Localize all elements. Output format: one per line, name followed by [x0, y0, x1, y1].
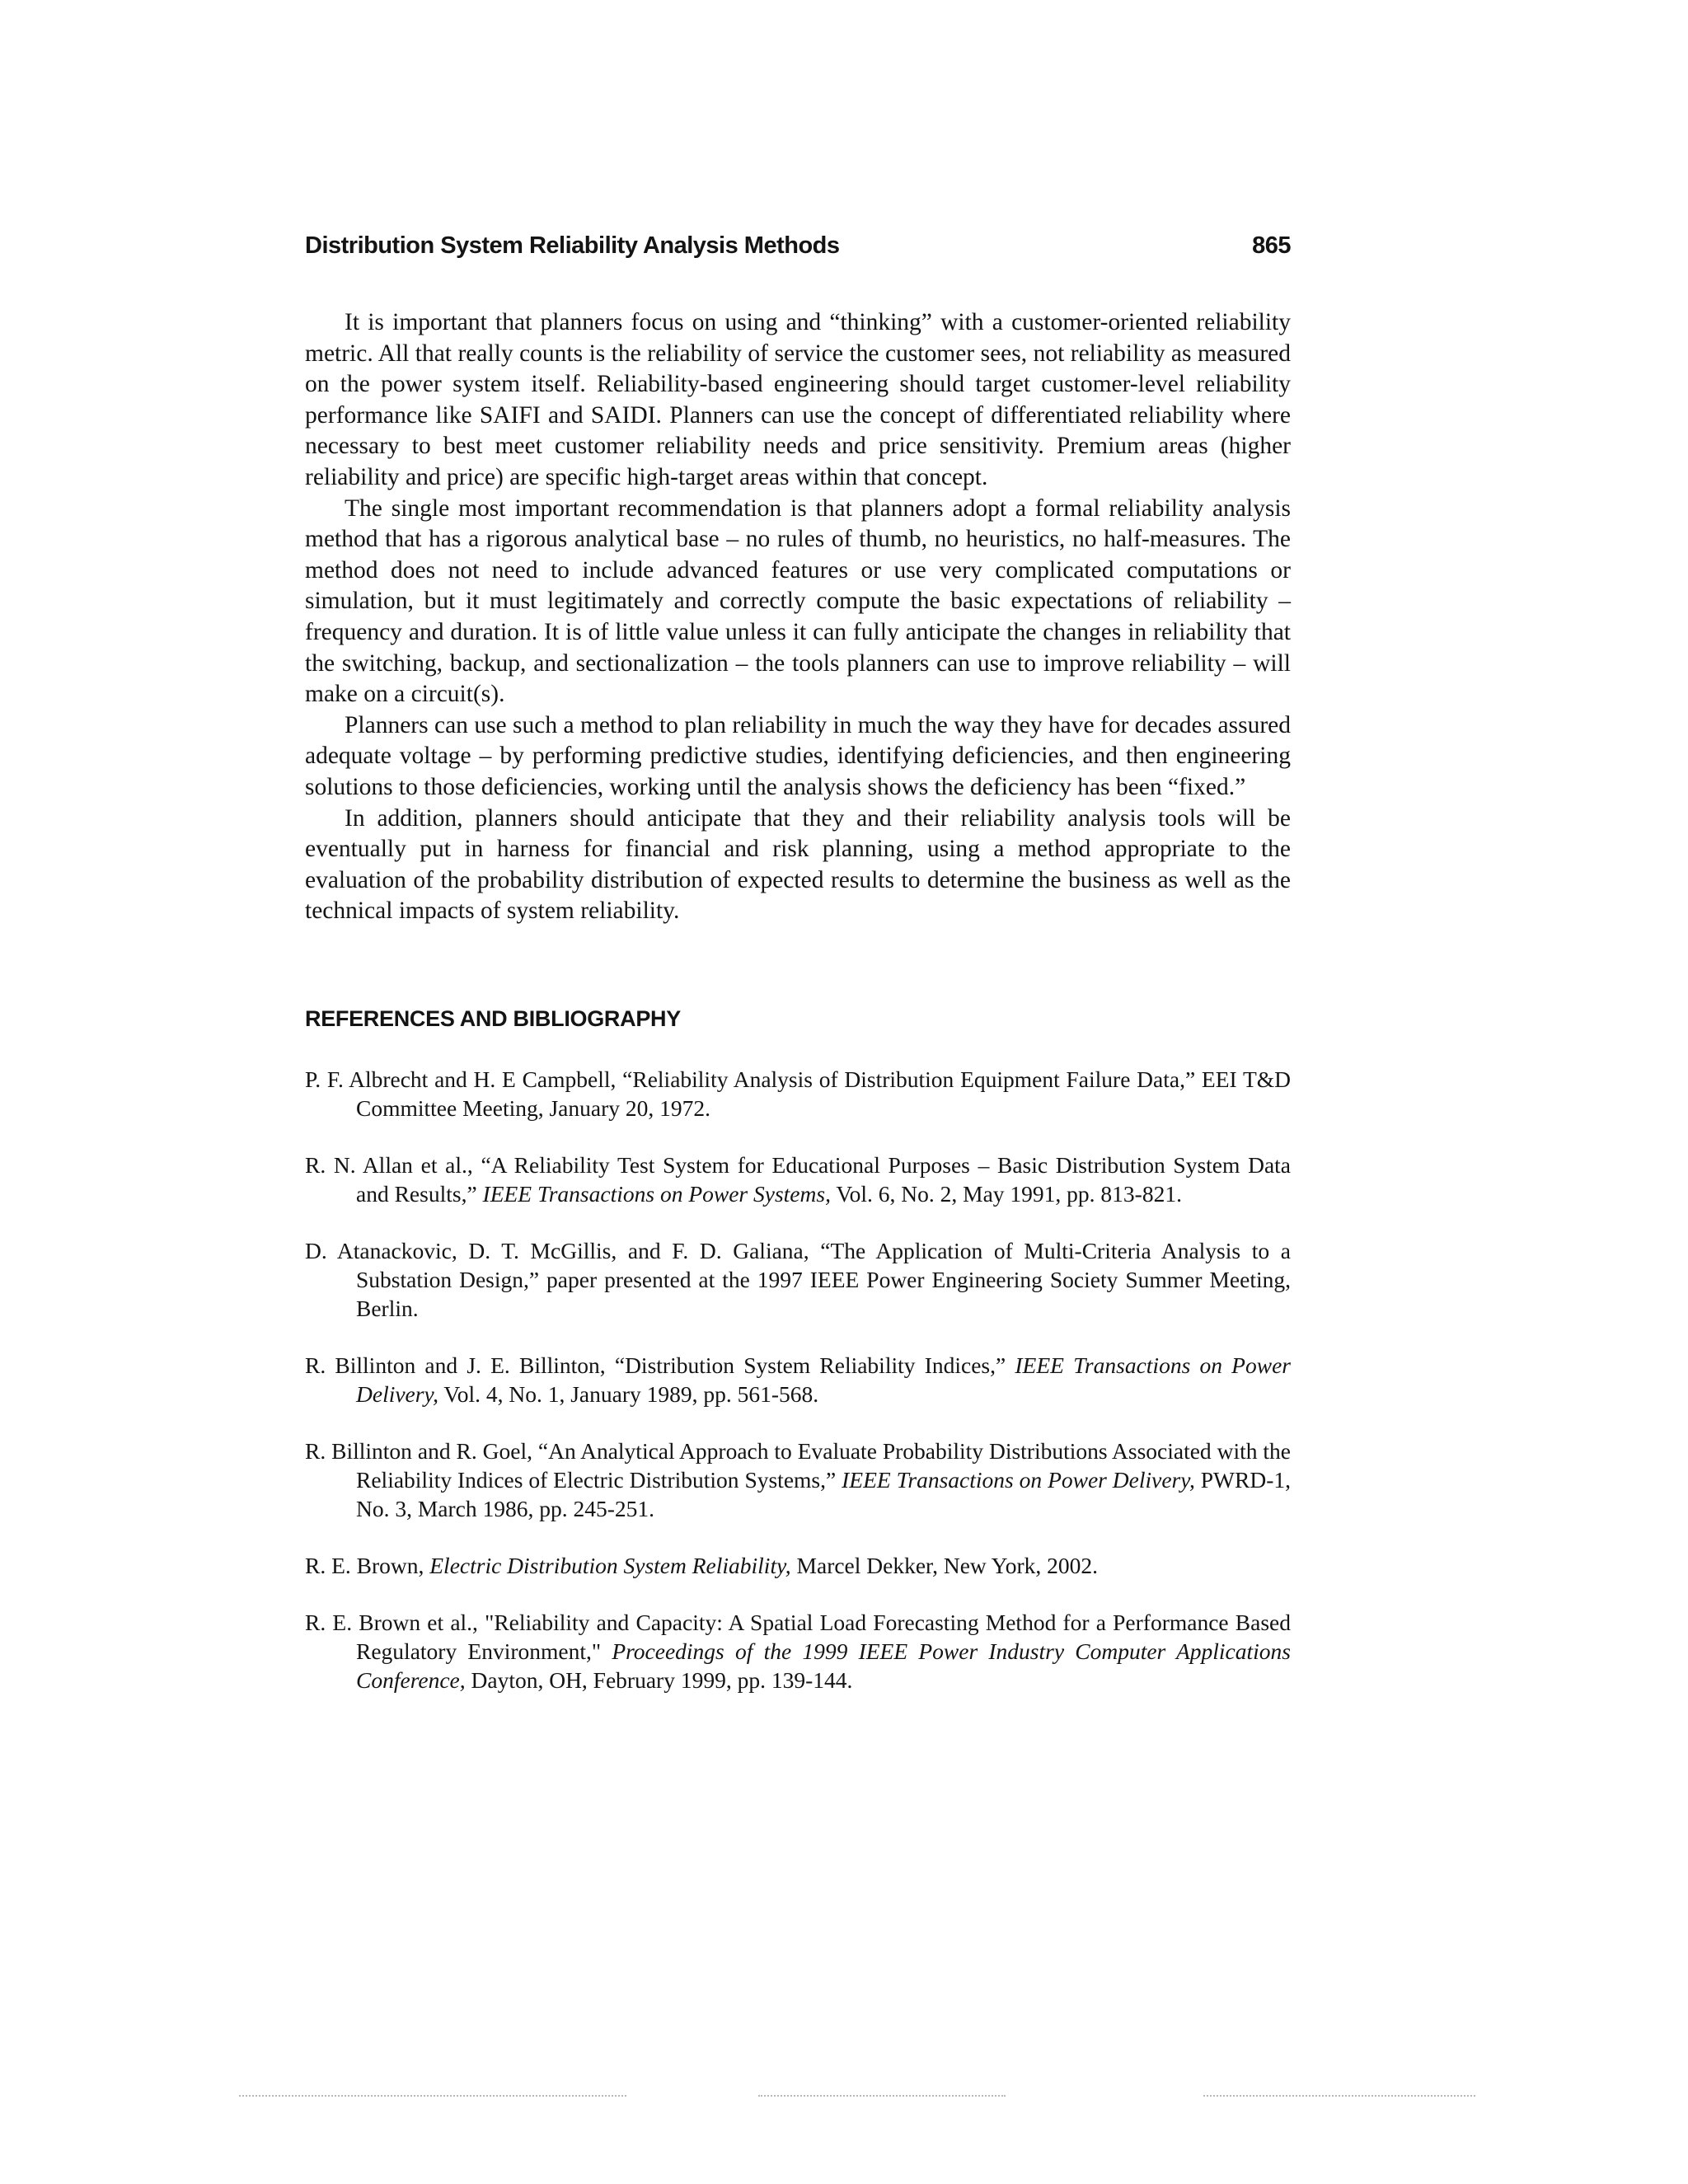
scan-artifact-line: [239, 2095, 626, 2097]
references-heading: REFERENCES AND BIBLIOGRAPHY: [305, 1005, 681, 1031]
reference-item: R. E. Brown, Electric Distribution System Reliability, Marcel Dekker, New York, 2002.: [305, 1552, 1099, 1578]
scan-artifact-line: [758, 2095, 1006, 2097]
running-head: [305, 232, 1291, 260]
reference-item: P. F. Albrecht and H. E Campbell, “Reliability Analysis of Distribution Equipment Failure Data,” EEI T&D Committee Meeting, January 20, 1972.: [305, 1066, 1291, 1121]
reference-item: R. N. Allan et al., “A Reliability Test System for Educational Purposes – Basic Distribution System Data and Results,” IEEE Transactions on Power Systems, Vol. 6, No. 2, May 1991, pp. 813-821.: [305, 1151, 1291, 1207]
book-page: [305, 232, 1291, 1722]
reference-item: R. Billinton and J. E. Billinton, “Distribution System Reliability Indices,” IEEE Transactions on Power Delivery, Vol. 4, No. 1, January 1989, pp. 561-568.: [305, 1352, 1291, 1407]
scan-artifact-line: [1203, 2095, 1475, 2097]
reference-item: R. E. Brown et al., "Reliability and Capacity: A Spatial Load Forecasting Method for a Performance Based Regulatory Environment," Proceedings of the 1999 IEEE Power Industry Computer Applications Conference, Dayton, OH, February 1999, pp. 139-144.: [305, 1609, 1291, 1693]
paragraph: Planners can use such a method to plan reliability in much the way they have for decades assured adequate voltage – by performing predictive studies, identifying deficiencies, and then engineering solutions to those deficiencies, working until the analysis shows the deficiency has been “fixed.”: [305, 711, 1291, 800]
reference-list: [305, 1065, 1291, 1694]
page-number: 865: [1252, 232, 1291, 259]
body-text: [305, 307, 1291, 927]
reference-item: D. Atanackovic, D. T. McGillis, and F. D. Galiana, “The Application of Multi-Criteria Analysis to a Substation Design,” paper presented at the 1997 IEEE Power Engineering Society Summer Meeting, Berlin.: [305, 1237, 1291, 1321]
reference-item: R. Billinton and R. Goel, “An Analytical Approach to Evaluate Probability Distributions Associated with the Reliability Indices of Electric Distribution Systems,” IEEE Transactions on Power Delivery, PWRD-1, No. 3, March 1986, pp. 245-251.: [305, 1437, 1291, 1521]
paragraph: It is important that planners focus on using and “thinking” with a customer-oriented reliability metric. All that really counts is the reliability of service the customer sees, not reliability as measured on the power system itself. Reliability-based engineering should target customer-level reliability performance like SAIFI and SAIDI. Planners can use the concept of differentiated reliability where necessary to best meet customer reliability needs and price sensitivity. Premium areas (higher reliability and price) are specific high-target areas within that concept.: [305, 309, 1291, 490]
paragraph: The single most important recommendation is that planners adopt a formal reliability analysis method that has a rigorous analytical base – no rules of thumb, no heuristics, no half-measures. The method does not need to include advanced features or use very complicated computations or simulation, but it must legitimately and correctly compute the basic expectations of reliability – frequency and duration. It is of little value unless it can fully anticipate the changes in reliability that the switching, backup, and sectionalization – the tools planners can use to improve reliability – will make on a circuit(s).: [305, 494, 1291, 708]
running-title: Distribution System Reliability Analysis Methods: [305, 232, 840, 259]
paragraph: In addition, planners should anticipate that they and their reliability analysis tools will be eventually put in harness for financial and risk planning, using a method appropriate to the evaluation of the probability distribution of expected results to determine the business as well as the technical impacts of system reliability.: [305, 804, 1291, 925]
